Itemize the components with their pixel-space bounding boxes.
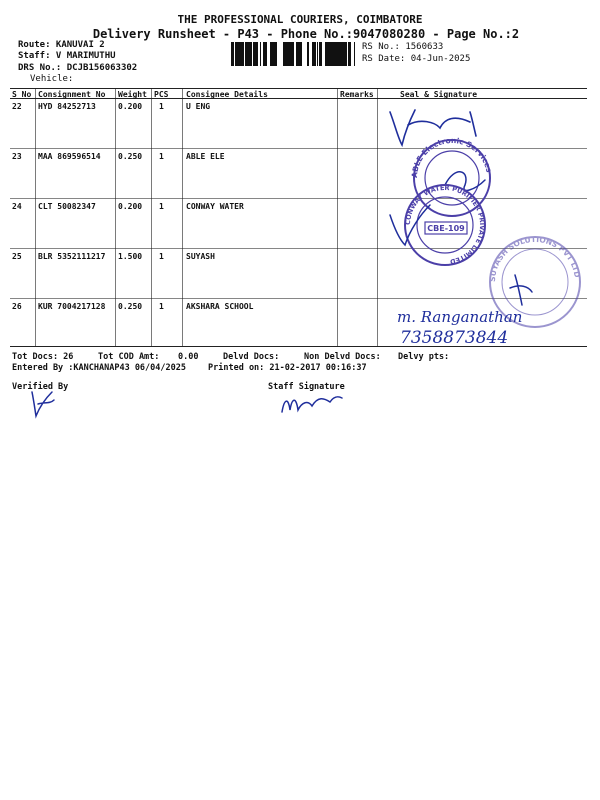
drs-label: DRS No.: DCJB156063302	[18, 63, 138, 73]
row-pcs: 1	[159, 152, 164, 161]
verified-by-signature	[32, 392, 54, 416]
row-pcs: 1	[159, 252, 164, 261]
staff-signature-scribble	[282, 397, 342, 412]
row-consignment: KUR 7004217128	[38, 302, 106, 311]
col-seal-signature: Seal & Signature	[400, 90, 478, 99]
row-pcs: 1	[159, 302, 164, 311]
total-docs: Tot Docs: 26	[12, 352, 74, 362]
row-consignee: SUYASH	[186, 252, 215, 261]
col-consignee: Consignee Details	[186, 90, 268, 99]
stamp-conway-code: CBE-109	[427, 224, 465, 233]
stamp-able-text: ABLE Electronic Services	[409, 135, 494, 179]
row-weight: 0.250	[118, 152, 143, 161]
row-weight: 0.200	[118, 102, 143, 111]
verified-by-label: Verified By	[12, 382, 69, 392]
runsheet-subtitle: Delivery Runsheet - P43 - Phone No.:9047080280 - Page No.:2	[92, 27, 520, 41]
row-sno: 22	[12, 102, 22, 111]
row-weight: 1.500	[118, 252, 143, 261]
row-consignee: U ENG	[186, 102, 211, 111]
row-sno: 23	[12, 152, 22, 161]
col-consignment: Consignment No	[38, 90, 106, 99]
rs-date: RS Date: 04-Jun-2025	[362, 54, 471, 64]
rs-number: RS No.: 1560633	[362, 42, 444, 52]
signature-row-25	[510, 275, 532, 305]
vehicle-label: Vehicle:	[30, 74, 74, 84]
row-consignee: CONWAY WATER	[186, 202, 244, 211]
staff-label: Staff: V MARIMUTHU	[18, 51, 116, 61]
col-weight: Weight	[118, 90, 147, 99]
row-sno: 25	[12, 252, 22, 261]
col-pcs: PCS	[154, 90, 169, 99]
entered-by: Entered By :KANCHANAP43 06/04/2025	[12, 363, 186, 373]
route-label: Route: KANUVAI 2	[18, 40, 105, 50]
row-consignee: ABLE ELE	[186, 152, 225, 161]
delivery-points: Delvy pts:	[398, 352, 450, 362]
handwritten-receiver-name: m. Ranganathan	[397, 308, 523, 326]
printed-on: Printed on: 21-02-2017 00:16:37	[208, 363, 367, 373]
handwritten-receiver-phone: 7358873844	[400, 328, 509, 348]
row-consignment: BLR 5352111217	[38, 252, 106, 261]
row-consignment: HYD 84252713	[38, 102, 96, 111]
stamp-conway-text: CONWAY WATER PURIFIER PRIVATE LIMITED	[403, 183, 487, 266]
total-cod-label: Tot COD Amt:	[98, 352, 160, 362]
row-sno: 24	[12, 202, 22, 211]
row-sno: 26	[12, 302, 22, 311]
company-title: THE PROFESSIONAL COURIERS, COIMBATORE	[177, 13, 423, 26]
col-remarks: Remarks	[340, 90, 374, 99]
row-pcs: 1	[159, 202, 164, 211]
row-pcs: 1	[159, 102, 164, 111]
total-cod-value: 0.00	[178, 352, 199, 362]
delivered-docs: Delvd Docs:	[223, 352, 280, 362]
row-weight: 0.250	[118, 302, 143, 311]
stamp-suyash-text: SUYASH SOLUTIONS PVT LTD	[487, 234, 582, 283]
row-weight: 0.200	[118, 202, 143, 211]
col-sno: S No	[12, 90, 32, 99]
row-consignment: MAA 869596514	[38, 152, 101, 161]
row-consignee: AKSHARA SCHOOL	[186, 302, 254, 311]
staff-signature-label: Staff Signature	[268, 382, 345, 392]
row-consignment: CLT 50082347	[38, 202, 96, 211]
stamp-conway-water	[404, 184, 486, 266]
non-delivered-docs: Non Delvd Docs:	[304, 352, 381, 362]
